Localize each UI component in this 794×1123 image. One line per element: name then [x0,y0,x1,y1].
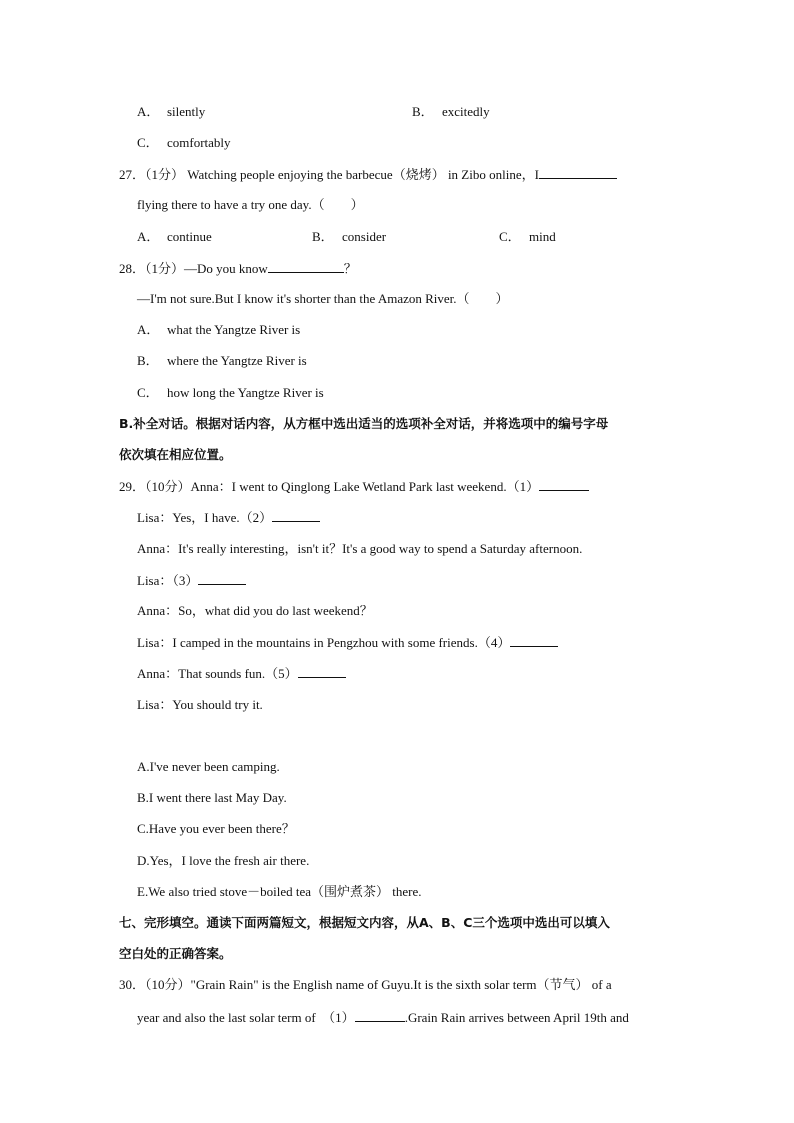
answer-blank[interactable] [272,508,320,522]
answer-blank[interactable] [539,165,617,179]
answer-blank[interactable] [298,664,346,678]
section-b-instruction: B.补全对话。根据对话内容，从方框中选出适当的选项补全对话，并将选项中的编号字母 [119,416,609,431]
q27-option-a[interactable] [137,228,212,246]
dialogue-text: Lisa：Yes，I have.（2） [137,510,273,525]
q27-option-c[interactable] [499,228,556,246]
option-letter: B． [412,104,434,119]
question-text: Watching people enjoying the barbecue（烧烤） in Zibo online，I [187,167,539,182]
q26-option-a[interactable] [137,103,205,121]
option-letter: C． [499,229,521,244]
answer-blank[interactable] [198,571,246,585]
option-letter: C． [137,135,159,150]
q29-option-d: D.Yes，I love the fresh air there. [137,853,310,868]
option-text: excitedly [442,104,490,119]
section-7-instruction: 七、完形填空。通读下面两篇短文，根据短文内容，从A、B、C三个选项中选出可以填入 [119,915,610,930]
question-mark: ？ [343,261,357,276]
answer-blank[interactable] [539,477,589,491]
q30-passage-line-2 [137,1008,629,1027]
q29-dialogue-line-8: Lisa：You should try it. [137,697,263,712]
q29-option-c: C.Have you ever been there？ [137,821,295,836]
q27-stem [119,165,617,184]
option-text: where the Yangtze River is [167,353,307,368]
option-letter: B． [137,353,159,368]
dialogue-text: Lisa：I camped in the mountains in Pengzhou with some friends.（4） [137,635,511,650]
q28-stem [119,259,357,278]
question-number: 27．（1分） [119,167,185,182]
option-letter: A． [137,322,160,337]
q26-option-c[interactable] [137,134,231,152]
dialogue-text: Lisa：（3） [137,573,199,588]
option-letter: A． [137,229,160,244]
option-text: comfortably [167,135,231,150]
passage-text: .Grain Rain arrives between April 19th and [404,1010,629,1025]
answer-blank[interactable] [268,259,344,273]
option-text: continue [167,229,212,244]
q29-dialogue-line-7 [137,664,346,683]
section-7-instruction-continued: 空白处的正确答案。 [119,946,232,961]
option-text: silently [167,104,206,119]
q29-option-b: B.I went there last May Day. [137,790,287,805]
q28-option-c[interactable] [137,384,324,402]
question-number: 30．（10分） [119,977,191,992]
q29-dialogue-line-3: Anna：It's really interesting，isn't it？It's a good way to spend a Saturday afternoon. [137,541,583,556]
option-text: consider [342,229,387,244]
option-text: mind [529,229,556,244]
q29-dialogue-line-4 [137,571,246,590]
q29-dialogue-line-6 [137,633,558,652]
dialogue-text: Anna：That sounds fun.（5） [137,666,298,681]
q30-passage-line-1 [119,976,612,994]
option-letter: A． [137,104,160,119]
option-text: what the Yangtze River is [167,322,301,337]
question-number: 29．（10分） [119,479,191,494]
answer-blank[interactable] [510,633,558,647]
option-letter: C． [137,385,159,400]
q27-stem-continued: flying there to have a try one day.（ ） [137,197,364,212]
q27-option-b[interactable] [312,228,386,246]
option-text: how long the Yangtze River is [167,385,324,400]
option-letter: B． [312,229,334,244]
section-b-instruction-continued: 依次填在相应位置。 [119,447,232,462]
q28-option-b[interactable] [137,352,307,370]
q28-reply: —I'm not sure.But I know it's shorter than the Amazon River.（ ） [137,291,509,306]
q29-dialogue-line-2 [137,508,320,527]
q29-dialogue-line-5: Anna：So，what did you do last weekend？ [137,603,373,618]
passage-text: "Grain Rain" is the English name of Guyu.It is the sixth solar term（节气） of a [190,977,612,992]
q26-option-b[interactable] [412,103,490,121]
q29-dialogue-line-1 [119,477,589,496]
question-number: 28．（1分） [119,261,185,276]
q29-option-a: A.I've never been camping. [137,759,280,774]
q29-option-e: E.We also tried stove－boiled tea（围炉煮茶） there. [137,884,422,899]
q28-option-a[interactable] [137,321,300,339]
passage-text: year and also the last solar term of （1） [137,1010,355,1025]
answer-blank[interactable] [355,1008,405,1022]
dialogue-text: Anna：I went to Qinglong Lake Wetland Park last weekend.（1） [190,479,540,494]
question-text: —Do you know [184,261,268,276]
